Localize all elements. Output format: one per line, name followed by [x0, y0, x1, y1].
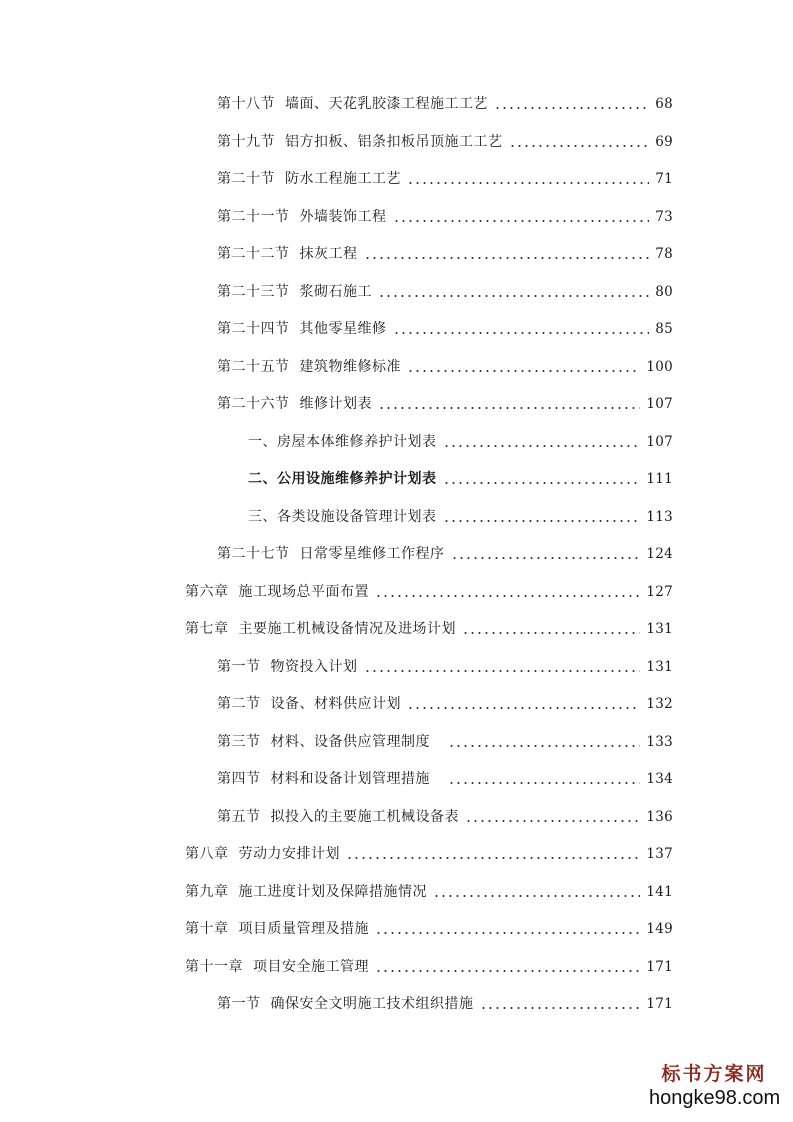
toc-entry-number: 第二十一节 — [217, 208, 290, 225]
dot-leader — [480, 1006, 641, 1010]
toc-entry-page-number: 80 — [655, 283, 673, 300]
toc-entry-title: 二、公用设施维修养护计划表 — [248, 471, 437, 487]
toc-entry-title: 拟投入的主要施工机械设备表 — [270, 808, 459, 825]
toc-entry-title: 材料、设备供应管理制度 — [270, 733, 430, 750]
dot-leader — [393, 331, 650, 335]
dot-leader — [407, 181, 649, 185]
dot-leader — [375, 594, 640, 598]
toc-entry-title: 建筑物维修标准 — [299, 358, 401, 375]
toc-entry-number: 第十九节 — [217, 133, 275, 150]
toc-entry[interactable] — [217, 651, 673, 677]
toc-entry[interactable] — [217, 388, 673, 414]
toc-entry-page-number: 107 — [646, 396, 673, 412]
toc-entry[interactable] — [185, 913, 673, 939]
dot-leader — [443, 481, 641, 485]
toc-entry-title: 主要施工机械设备情况及进场计划 — [238, 621, 456, 637]
toc-entry-number: 第五节 — [217, 808, 261, 825]
toc-entry[interactable] — [248, 426, 673, 452]
dot-leader — [393, 219, 650, 223]
dot-leader — [364, 669, 641, 673]
toc-entry-page-number: 78 — [655, 246, 673, 262]
dot-leader — [494, 106, 649, 110]
toc-entry-number: 第二十节 — [217, 171, 275, 187]
toc-entry[interactable] — [217, 313, 673, 339]
toc-entry-number: 第四节 — [217, 771, 261, 787]
toc-entry[interactable] — [217, 726, 673, 752]
toc-entry-page-number: 149 — [646, 921, 673, 937]
dot-leader — [462, 631, 640, 635]
toc-entry-page-number: 127 — [646, 583, 673, 600]
watermark-site-name: 标书方案网 — [661, 1063, 767, 1085]
toc-entry-title: 项目质量管理及措施 — [238, 921, 369, 937]
toc-entry-number: 第九章 — [185, 883, 229, 900]
toc-entry-title: 铝方扣板、铝条扣板吊顶施工工艺 — [285, 133, 503, 150]
toc-entry-page-number: 107 — [646, 433, 673, 450]
toc-entry-title: 防水工程施工工艺 — [285, 171, 401, 187]
toc-entry-title: 材料和设备计划管理措施 — [270, 771, 430, 787]
toc-entry[interactable] — [248, 463, 673, 489]
dot-leader — [451, 556, 641, 560]
toc-entry-title: 确保安全文明施工技术组织措施 — [270, 996, 474, 1012]
toc-entry-page-number: 134 — [646, 771, 673, 787]
toc-entry-title: 外墙装饰工程 — [299, 208, 387, 225]
dot-leader — [407, 369, 640, 373]
toc-entry[interactable] — [185, 613, 673, 639]
toc-entry-number: 第一节 — [217, 658, 261, 675]
toc-entry-page-number: 111 — [646, 471, 673, 487]
dot-leader — [364, 256, 650, 260]
toc-entry-title: 施工现场总平面布置 — [238, 583, 369, 600]
toc-entry-page-number: 85 — [655, 321, 673, 337]
toc-entry-title: 三、各类设施设备管理计划表 — [248, 508, 437, 525]
toc-entry-page-number: 141 — [646, 883, 673, 900]
toc-entry[interactable] — [217, 126, 673, 152]
toc-entry-title: 墙面、天花乳胶漆工程施工工艺 — [285, 96, 488, 112]
dot-leader — [375, 931, 640, 935]
toc-entry[interactable] — [217, 238, 673, 264]
toc-entry[interactable] — [217, 763, 673, 789]
toc-entry[interactable] — [185, 576, 673, 602]
toc-entry-title: 劳动力安排计划 — [238, 846, 340, 862]
toc-entry[interactable] — [185, 951, 673, 977]
dot-leader — [346, 856, 640, 860]
dot-leader — [407, 706, 640, 710]
toc-entry-page-number: 124 — [646, 546, 673, 562]
toc-entry-number: 第十八节 — [217, 96, 275, 112]
toc-entry-number: 第二十三节 — [217, 283, 290, 300]
dot-leader — [375, 969, 640, 973]
toc-entry-number: 第二节 — [217, 696, 261, 712]
toc-entry-page-number: 68 — [655, 96, 673, 112]
dot-leader — [378, 406, 640, 410]
site-watermark — [649, 1062, 779, 1110]
dot-leader — [448, 744, 640, 748]
watermark-site-url: hongke98.com — [649, 1087, 781, 1109]
toc-entry-page-number: 113 — [646, 508, 673, 525]
toc-entry-number: 第一节 — [217, 996, 261, 1012]
dot-leader — [443, 519, 641, 523]
toc-entry[interactable] — [217, 201, 673, 227]
toc-entry[interactable] — [217, 276, 673, 302]
toc-entry-title: 项目安全施工管理 — [253, 958, 369, 975]
toc-entry[interactable] — [185, 838, 673, 864]
toc-entry-page-number: 131 — [646, 621, 673, 637]
toc-entry-page-number: 73 — [655, 208, 673, 225]
toc-entry-title: 施工进度计划及保障措施情况 — [238, 883, 427, 900]
toc-entry[interactable] — [217, 538, 673, 564]
dot-leader — [465, 819, 640, 823]
toc-entry[interactable] — [217, 801, 673, 827]
dot-leader — [443, 444, 641, 448]
toc-entry-page-number: 131 — [646, 658, 673, 675]
toc-entry-title: 其他零星维修 — [299, 321, 387, 337]
toc-entry-page-number: 171 — [646, 996, 673, 1012]
toc-entry-page-number: 100 — [646, 358, 673, 375]
toc-entry-number: 第二十五节 — [217, 358, 290, 375]
toc-entry-page-number: 71 — [655, 171, 673, 187]
toc-entry-title: 日常零星维修工作程序 — [299, 546, 445, 562]
toc-entry-page-number: 69 — [655, 133, 673, 150]
toc-entry-number: 第二十七节 — [217, 546, 290, 562]
toc-entry-number: 第二十四节 — [217, 321, 290, 337]
toc-entry-number: 第二十六节 — [217, 396, 290, 412]
toc-entry-number: 第二十二节 — [217, 246, 290, 262]
toc-entry-page-number: 133 — [646, 733, 673, 750]
toc-entry-number: 第十一章 — [185, 958, 243, 975]
toc-entry[interactable] — [185, 876, 673, 902]
dot-leader — [433, 894, 640, 898]
toc-entry-number: 第三节 — [217, 733, 261, 750]
toc-entry-title: 物资投入计划 — [270, 658, 358, 675]
toc-entry[interactable] — [217, 351, 673, 377]
toc-entry-page-number: 136 — [646, 808, 673, 825]
toc-entry-title: 设备、材料供应计划 — [270, 696, 401, 712]
toc-entry-title: 一、房屋本体维修养护计划表 — [248, 433, 437, 450]
toc-entry-title: 抹灰工程 — [299, 246, 358, 262]
toc-entry[interactable] — [217, 163, 673, 189]
toc-entry-number: 第十章 — [185, 921, 229, 937]
toc-entry-title: 维修计划表 — [299, 396, 372, 412]
toc-entry-number: 第六章 — [185, 583, 229, 600]
toc-entry-number: 第七章 — [185, 621, 229, 637]
dot-leader — [448, 781, 640, 785]
toc-entry-page-number: 137 — [646, 846, 673, 862]
toc-entry-page-number: 132 — [646, 696, 673, 712]
toc-entry[interactable] — [217, 88, 673, 114]
toc-entry-page-number: 171 — [646, 958, 673, 975]
toc-entry[interactable] — [217, 988, 673, 1014]
dot-leader — [509, 144, 650, 148]
toc-entry[interactable] — [248, 501, 673, 527]
dot-leader — [378, 294, 649, 298]
toc-entry-title: 浆砌石施工 — [299, 283, 372, 300]
toc-entry[interactable] — [217, 688, 673, 714]
toc-entry-number: 第八章 — [185, 846, 229, 862]
